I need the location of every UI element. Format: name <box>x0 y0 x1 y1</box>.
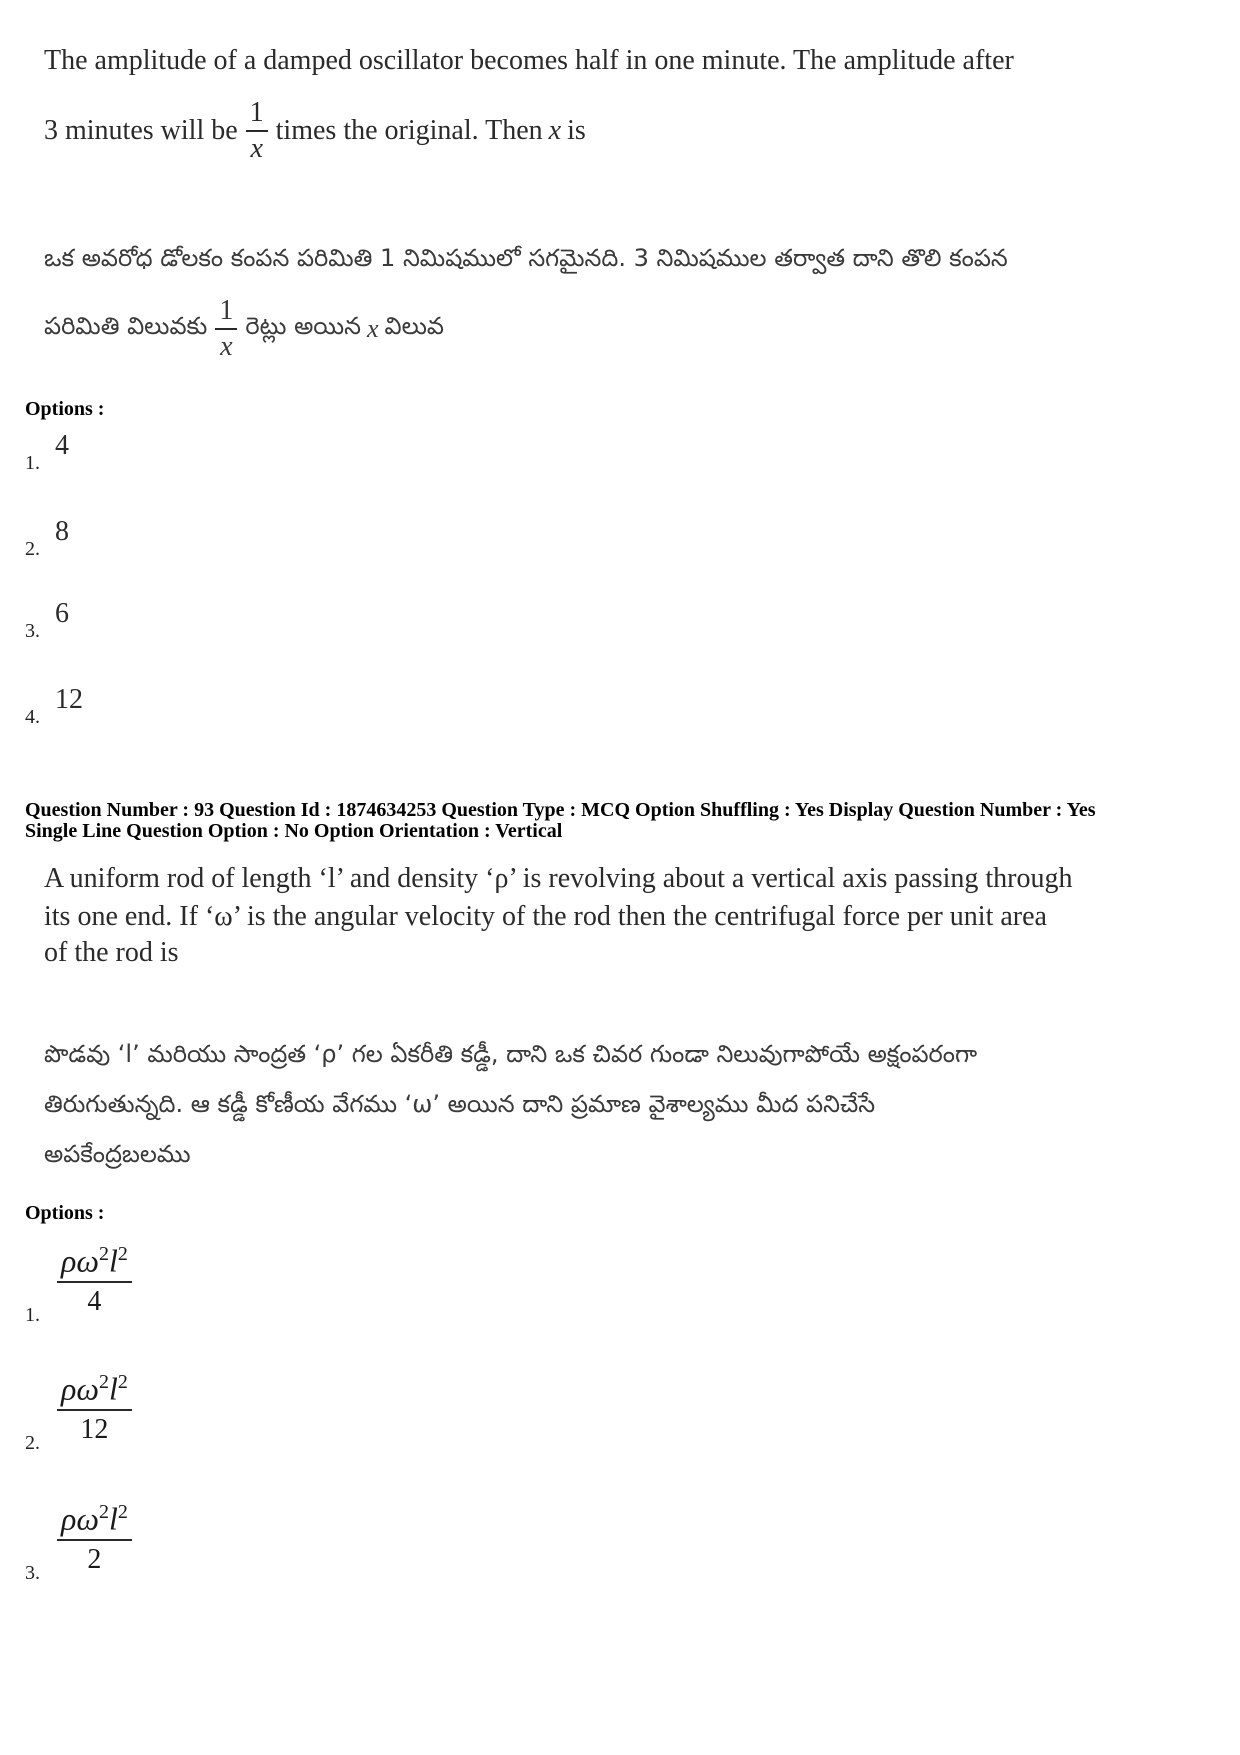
q92-te-frac-den: x <box>220 331 233 362</box>
option-fraction <box>57 1364 132 1445</box>
num-sup1: 2 <box>98 1371 109 1393</box>
q92-text-line2 <box>44 98 1204 164</box>
q92-line2-post-b: is <box>567 115 586 146</box>
option-number: 2. <box>25 538 40 560</box>
q93-telugu-line3: అపకేంద్రబలము <box>44 1140 191 1168</box>
q93-meta-line2: Single Line Question Option : No Option Orientation : Vertical <box>25 820 563 842</box>
q92-var-x: x <box>548 115 562 146</box>
option-number: 2. <box>25 1432 40 1454</box>
num-sup2: 2 <box>117 1501 128 1523</box>
q92-te-line2-pre: పరిమితి విలువకు <box>44 312 208 340</box>
num-sup1: 2 <box>98 1501 109 1523</box>
fraction-numerator <box>57 1494 132 1537</box>
q93-text-line3: of the rod is <box>44 937 179 968</box>
num-var: l <box>108 1242 118 1279</box>
q92-text-line1: The amplitude of a damped oscillator becomes half in one minute. The amplitude after <box>44 45 1014 76</box>
q92-te-frac-num: 1 <box>219 295 234 326</box>
num-base: ρω <box>61 1242 99 1279</box>
q93-telugu-line1: పొడవు ‘l’ మరియు సాంద్రత ‘ρ’ గల ఏకరీతి కడ్డీ, దాని ఒక చివర గుండా నిలువుగాపోయే అక్షంపరంగా <box>44 1040 978 1068</box>
q93-text-line1: A uniform rod of length ‘l’ and density ‘ρ’ is revolving about a vertical axis passing through <box>44 863 1073 894</box>
num-base: ρω <box>61 1370 99 1407</box>
q92-telugu-line1: ఒక అవరోధ డోలకం కంపన పరిమితి 1 నిమిషములో సగమైనది. 3 నిమిషముల తర్వాత దాని తొలి కంపన <box>44 244 1008 272</box>
option-value: 6 <box>55 598 69 629</box>
num-base: ρω <box>61 1500 99 1537</box>
num-sup2: 2 <box>117 1371 128 1393</box>
q92-frac-den: x <box>250 133 263 164</box>
fraction-numerator <box>57 1236 132 1279</box>
q92-te-frac-bar <box>215 328 237 330</box>
option-value: 8 <box>55 516 69 547</box>
num-var: l <box>108 1370 118 1407</box>
fraction-bar <box>57 1539 132 1541</box>
q92-te-line2-post-a: రెట్లు అయిన <box>245 312 361 340</box>
option-number: 1. <box>25 452 40 474</box>
q92-frac-num: 1 <box>249 97 264 128</box>
fraction-bar <box>57 1281 132 1283</box>
option-fraction <box>57 1236 132 1317</box>
option-number: 1. <box>25 1304 40 1326</box>
q92-te-var-x: x <box>366 314 379 343</box>
fraction-denominator: 2 <box>87 1543 102 1575</box>
option-number: 4. <box>25 706 40 728</box>
q92-line2-pre: 3 minutes will be <box>44 115 238 146</box>
num-var: l <box>108 1500 118 1537</box>
option-number: 3. <box>25 1562 40 1584</box>
option-value: 4 <box>55 430 69 461</box>
fraction-numerator <box>57 1364 132 1407</box>
q93-telugu-line2: తిరుగుతున్నది. ఆ కడ్డీ కోణీయ వేగము ‘ω’ అయిన దాని ప్రమాణ వైశాల్యము మీద పనిచేసే <box>44 1090 876 1118</box>
q92-options-label: Options : <box>25 398 105 420</box>
option-number: 3. <box>25 620 40 642</box>
q92-te-line2-post-b: విలువ <box>384 312 444 340</box>
option-value: 12 <box>55 684 83 715</box>
num-sup2: 2 <box>117 1243 128 1265</box>
q92-line2-post-a: times the original. Then <box>275 115 543 146</box>
fraction-denominator: 4 <box>87 1285 102 1317</box>
fraction-denominator: 12 <box>80 1413 109 1445</box>
q93-text-line2: its one end. If ‘ω’ is the angular velocity of the rod then the centrifugal force per unit area <box>44 901 1047 932</box>
q92-te-fraction <box>215 296 237 362</box>
q92-frac-bar <box>246 130 268 132</box>
num-sup1: 2 <box>98 1243 109 1265</box>
q93-options-label: Options : <box>25 1202 105 1224</box>
q93-meta-line1: Question Number : 93 Question Id : 1874634253 Question Type : MCQ Option Shuffling : Yes Display Question Number : Yes <box>25 799 1096 821</box>
option-fraction <box>57 1494 132 1575</box>
fraction-bar <box>57 1409 132 1411</box>
q92-telugu-line2 <box>44 296 1204 362</box>
q92-fraction <box>246 98 268 164</box>
